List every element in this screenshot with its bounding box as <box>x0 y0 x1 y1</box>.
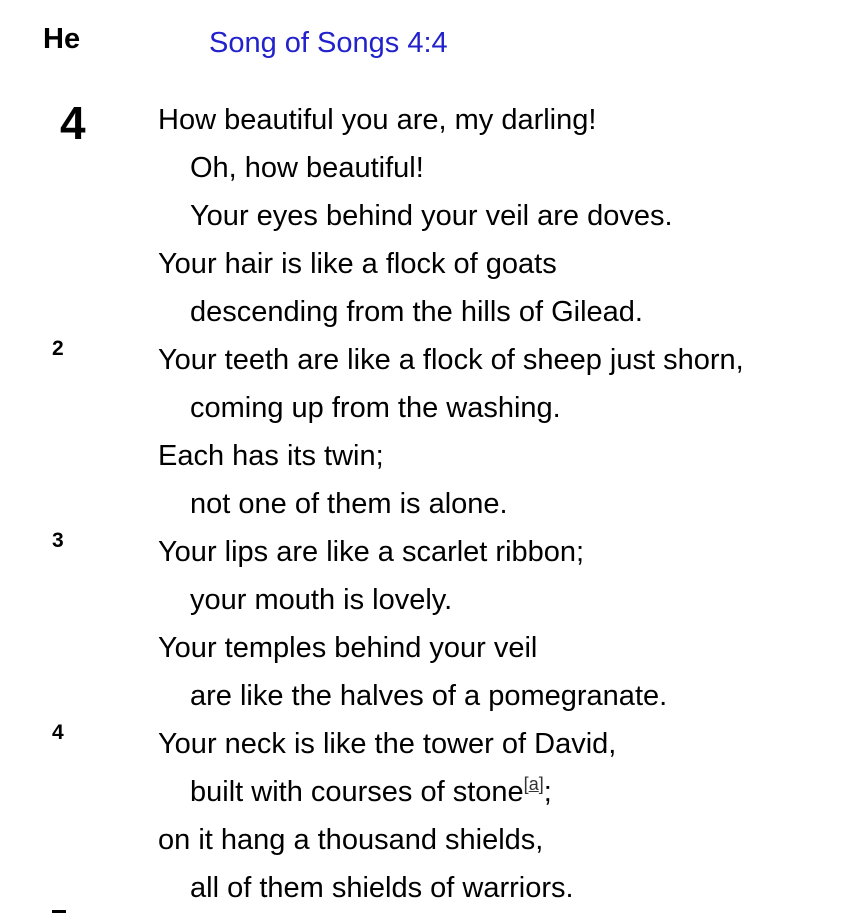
poem-line: Your hair is like a flock of goats <box>158 248 557 280</box>
poem-line-with-footnote <box>158 768 744 816</box>
poem-text <box>158 96 744 912</box>
poem-line: Your neck is like the tower of David, <box>158 728 617 760</box>
poem-line: your mouth is lovely. <box>190 584 453 616</box>
footnote-marker[interactable] <box>524 774 544 794</box>
poem-line: Your eyes behind your veil are doves. <box>190 200 673 232</box>
verse-number-3: 3 <box>52 529 64 552</box>
next-verse-number-partial <box>52 910 66 913</box>
poem-line: descending from the hills of Gilead. <box>190 296 643 328</box>
poem-line: coming up from the washing. <box>190 392 561 424</box>
speaker-heading: He <box>43 23 81 55</box>
passage-reference-link[interactable]: Song of Songs 4:4 <box>209 27 448 59</box>
poem-line: Your lips are like a scarlet ribbon; <box>158 536 585 568</box>
poem-line: Oh, how beautiful! <box>190 152 424 184</box>
footnote-bracket-close: ] <box>538 774 544 794</box>
poem-line: Each has its twin; <box>158 440 384 472</box>
line-punctuation: ; <box>543 776 552 808</box>
poem-line: are like the halves of a pomegranate. <box>190 680 668 712</box>
poem-line-text: built with courses of stone <box>190 776 524 808</box>
chapter-number: 4 <box>60 97 86 149</box>
verse-number-2: 2 <box>52 337 64 360</box>
verse-number-4: 4 <box>52 721 64 744</box>
poem-line: Your teeth are like a flock of sheep just shorn, <box>158 344 744 376</box>
poem-line: How beautiful you are, my darling! <box>158 104 597 136</box>
poem-line: Your temples behind your veil <box>158 632 538 664</box>
poem-line: on it hang a thousand shields, <box>158 824 544 856</box>
poem-line: all of them shields of warriors. <box>190 872 574 904</box>
footnote-bracket-open: [ <box>523 774 529 794</box>
footnote-link-a[interactable]: a <box>528 774 539 794</box>
poem-line: not one of them is alone. <box>190 488 508 520</box>
